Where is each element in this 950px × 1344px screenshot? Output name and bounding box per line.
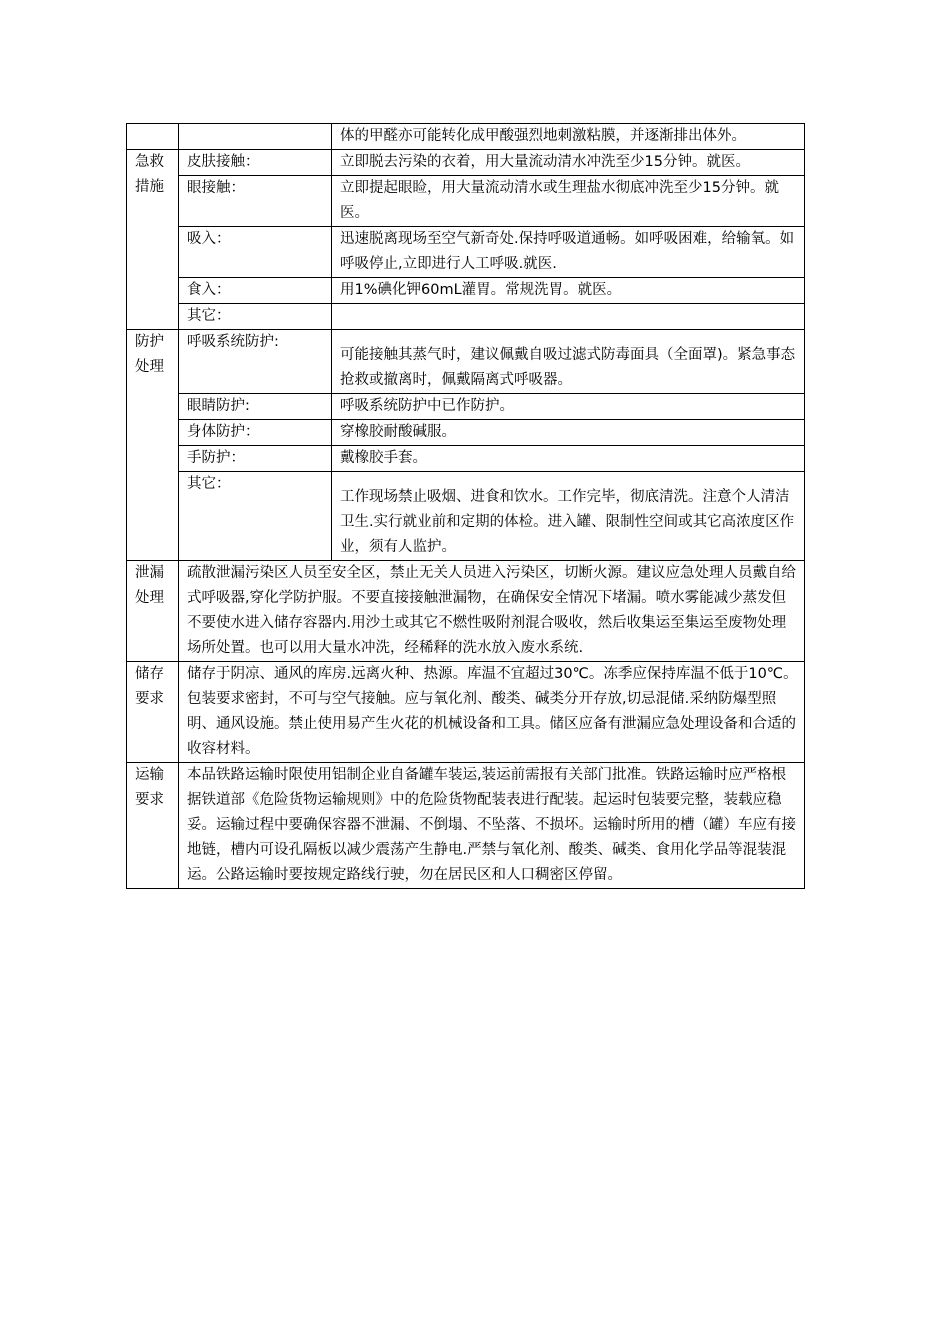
- table-row: [127, 176, 805, 227]
- category-transport: 运输要求: [127, 763, 179, 889]
- category-protection: 防护处理: [127, 330, 179, 561]
- content-respiratory: [332, 330, 805, 394]
- content-transport: 本品铁路运输时限使用铝制企业自备罐车装运,装运前需报有关部门批准。铁路运输时应严格根据铁道部《危险货物运输规则》中的危险货物配装表进行配装。起运时包装要完整，装载应稳妥。运输过程中要确保容器不泄漏、不倒塌、不坠落、不损坏。运输时所用的槽（罐）车应有接地链，槽内可设孔隔板以减少震荡产生静电.严禁与氧化剂、酸类、碱类、食用化学品等混装混运。公路运输时要按规定路线行驶，勿在居民区和人口稠密区停留。: [179, 763, 805, 889]
- table-row: [127, 227, 805, 278]
- content-protection-other: [332, 472, 805, 561]
- msds-table: [126, 123, 805, 889]
- content-inhalation: 迅速脱离现场至空气新奇处.保持呼吸道通畅。如呼吸困难，给输氧。如呼吸停止,立即进行人工呼吸.就医.: [332, 227, 805, 278]
- table-row: [127, 420, 805, 446]
- table-row: [127, 124, 805, 150]
- table-row: [127, 472, 805, 561]
- label-inhalation: 吸入：: [179, 227, 332, 278]
- content-cell: 体的甲醛亦可能转化成甲酸强烈地刺激粘膜，并逐渐排出体外。: [332, 124, 805, 150]
- label-ingestion: 食入：: [179, 278, 332, 304]
- content-ingestion: 用1%碘化钾60mL灌胃。常规洗胃。就医。: [332, 278, 805, 304]
- content-eye-contact: 立即提起眼睑，用大量流动清水或生理盐水彻底冲洗至少15分钟。就医。: [332, 176, 805, 227]
- category-cell-empty: [127, 124, 179, 150]
- table-row: [127, 304, 805, 330]
- table-row: [127, 394, 805, 420]
- content-skin-contact: 立即脱去污染的衣着，用大量流动清水冲洗至少15分钟。就医。: [332, 150, 805, 176]
- category-leak: 泄漏处理: [127, 561, 179, 662]
- content-eye-protection: 呼吸系统防护中已作防护。: [332, 394, 805, 420]
- table-row: [127, 278, 805, 304]
- content-respiratory-text: 可能接触其蒸气时，建议佩戴自吸过滤式防毒面具（全面罩)。紧急事态抢救或撤离时，佩戴隔离式呼吸器。: [340, 347, 796, 388]
- content-first-aid-other: [332, 304, 805, 330]
- label-eye-protection: 眼睛防护:: [179, 394, 332, 420]
- table-row: [127, 561, 805, 662]
- category-storage: 储存要求: [127, 662, 179, 763]
- label-cell-empty: [179, 124, 332, 150]
- content-storage: 储存于阴凉、通风的库房.远离火种、热源。库温不宜超过30℃。冻季应保持库温不低于10℃。包装要求密封，不可与空气接触。应与氧化剂、酸类、碱类分开存放,切忌混储.采纳防爆型照明、通风设施。禁止使用易产生火花的机械设备和工具。储区应备有泄漏应急处理设备和合适的收容材料。: [179, 662, 805, 763]
- table-row: [127, 446, 805, 472]
- content-leak: 疏散泄漏污染区人员至安全区，禁止无关人员进入污染区，切断火源。建议应急处理人员戴自给式呼吸器,穿化学防护服。不要直接接触泄漏物，在确保安全情况下堵漏。喷水雾能减少蒸发但不要使水进入储存容器内.用沙土或其它不燃性吸附剂混合吸收，然后收集运至集运至废物处理场所处置。也可以用大量水冲洗，经稀释的洗水放入废水系统.: [179, 561, 805, 662]
- content-hand-protection: 戴橡胶手套。: [332, 446, 805, 472]
- content-body-protection: 穿橡胶耐酸碱服。: [332, 420, 805, 446]
- table-row: [127, 330, 805, 394]
- label-protection-other: 其它：: [179, 472, 332, 561]
- label-skin-contact: 皮肤接触：: [179, 150, 332, 176]
- label-first-aid-other: 其它：: [179, 304, 332, 330]
- table-row: [127, 662, 805, 763]
- label-eye-contact: 眼接触：: [179, 176, 332, 227]
- label-respiratory: 呼吸系统防护:: [179, 330, 332, 394]
- table-row: [127, 763, 805, 889]
- label-body-protection: 身体防护：: [179, 420, 332, 446]
- label-hand-protection: 手防护：: [179, 446, 332, 472]
- content-protection-other-text: 工作现场禁止吸烟、进食和饮水。工作完毕，彻底清洗。注意个人清洁卫生.实行就业前和定期的体检。进入罐、限制性空间或其它高浓度区作业，须有人监护。: [340, 489, 795, 555]
- table-row: [127, 150, 805, 176]
- category-first-aid: 急救措施: [127, 150, 179, 330]
